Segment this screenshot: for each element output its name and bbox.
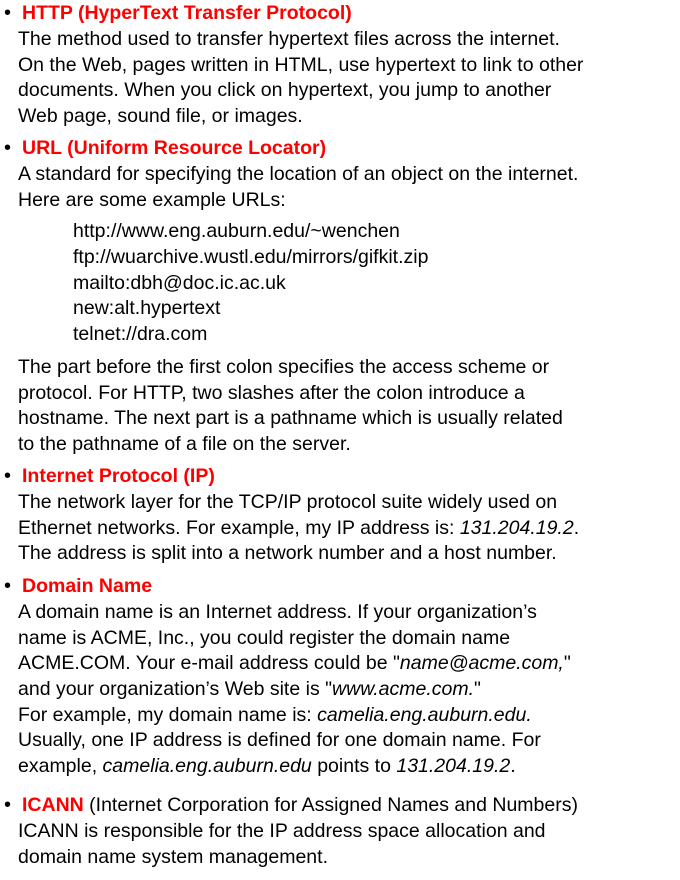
domain-line-2: name is ACME, Inc., you could register the domain name [18,627,511,649]
bullet: • [4,794,12,816]
url-intro-2: Here are some example URLs: [18,189,286,211]
ip-title: Internet Protocol (IP) [22,465,215,487]
http-line-3: documents. When you click on hypertext, you jump to another [18,79,552,101]
domain-line-7 [18,754,516,780]
icann-title [22,793,578,819]
bullet: • [4,2,12,24]
example-url: new:alt.hypertext [73,297,221,319]
ip-line-1: The network layer for the TCP/IP protocol suite widely used on [18,491,558,513]
example-email: name@acme.com, [399,652,564,674]
ip-line-2-text: Ethernet networks. For example, my IP address is: [18,517,460,539]
domain-title: Domain Name [22,575,153,597]
domain-line-5-text: For example, my domain name is: [18,704,318,726]
http-line-4: Web page, sound file, or images. [18,105,303,127]
example-url: mailto:dbh@doc.ic.ac.uk [73,272,286,294]
domain-line-4 [18,677,481,703]
ip-line-2 [18,516,579,542]
url-outro-1: The part before the first colon specifies the access scheme or [18,356,550,378]
example-website: www.acme.com. [332,678,474,700]
domain-line-6: Usually, one IP address is defined for one domain name. For [18,729,541,751]
ip-address: 131.204.19.2 [459,517,574,539]
example-url: http://www.eng.auburn.edu/~wenchen [73,220,400,242]
domain-line-7-text: example, [18,755,103,777]
url-outro-3: hostname. The next part is a pathname which is usually related [18,407,563,429]
domain-line-3-text: ACME.COM. Your e-mail address could be " [18,652,400,674]
quote: " [563,652,571,674]
url-outro-4: to the pathname of a file on the server. [18,433,351,455]
domain-line-4-text: and your organization’s Web site is " [18,678,333,700]
bullet: • [4,137,12,159]
example-domain: camelia.eng.auburn.edu. [317,704,532,726]
http-line-1: The method used to transfer hypertext files across the internet. [18,28,560,50]
domain-line-1: A domain name is an Internet address. If your organization’s [18,601,537,623]
quote: " [474,678,481,700]
icann-line-1: ICANN is responsible for the IP address space allocation and [18,820,546,842]
url-outro-2: protocol. For HTTP, two slashes after the colon introduce a [18,382,525,404]
domain-line-7-mid: points to [311,755,397,777]
icann-acronym: ICANN [22,794,84,816]
url-title: URL (Uniform Resource Locator) [22,137,327,159]
period: . [573,517,580,539]
icann-line-2: domain name system management. [18,846,328,868]
http-line-2: On the Web, pages written in HTML, use hypertext to link to other [18,54,584,76]
ip-address: 131.204.19.2 [396,755,511,777]
http-title: HTTP (HyperText Transfer Protocol) [22,2,352,24]
icann-full-name: (Internet Corporation for Assigned Names and Numbers) [83,794,578,816]
example-domain: camelia.eng.auburn.edu [102,755,312,777]
bullet: • [4,465,12,487]
example-url: ftp://wuarchive.wustl.edu/mirrors/gifkit.zip [73,246,429,268]
domain-line-5 [18,703,532,729]
period: . [510,755,516,777]
ip-line-3: The address is split into a network number and a host number. [18,542,557,564]
bullet: • [4,575,12,597]
example-url: telnet://dra.com [73,323,208,345]
domain-line-3 [18,651,571,677]
url-intro-1: A standard for specifying the location of an object on the internet. [18,163,579,185]
